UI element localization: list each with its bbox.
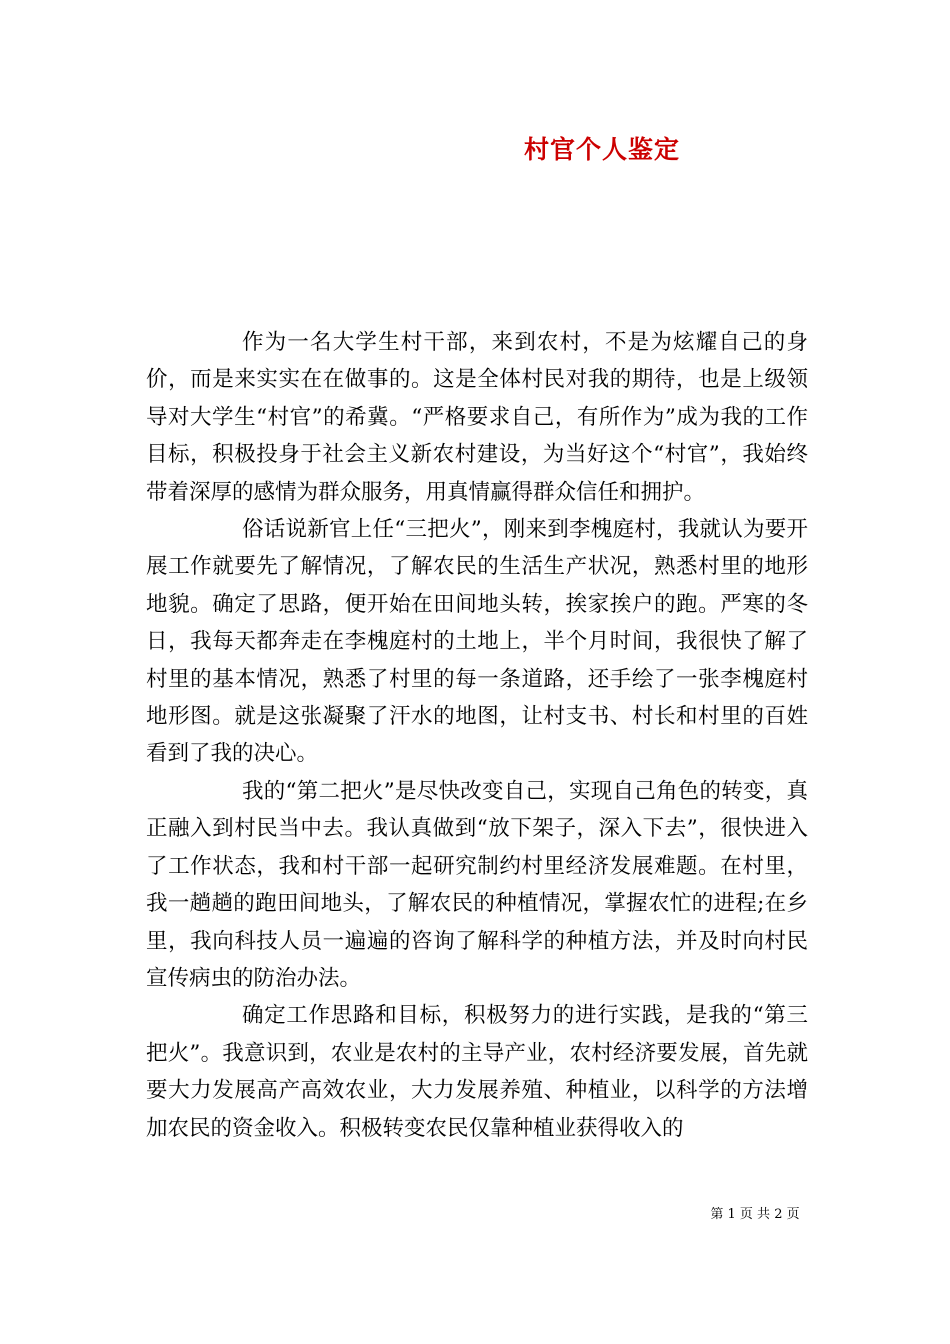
paragraph-3: 我的“第二把火”是尽快改变自己，实现自己角色的转变，真正融入到村民当中去。我认真做到“放下架子，深入下去”，很快进入了工作状态，我和村干部一起研究制约村里经济发展难题。在村里，我一趟趟的跑田间地头，了解农民的种植情况，掌握农忙的进程;在乡里，我向科技人员一遍遍的咨询了解科学的种植方法，并及时向村民宣传病虫的防治办法。: [146, 778, 808, 991]
page-number-footer: 第 1 页 共 2 页: [710, 1207, 800, 1222]
paragraph-2: 俗话说新官上任“三把火”，刚来到李槐庭村，我就认为要开展工作就要先了解情况，了解农民的生活生产状况，熟悉村里的地形地貌。确定了思路，便开始在田间地头转，挨家挨户的跑。严寒的冬日，我每天都奔走在李槐庭村的土地上，半个月时间，我很快了解了村里的基本情况，熟悉了村里的每一条道路，还手绘了一张李槐庭村地形图。就是这张凝聚了汗水的地图，让村支书、村长和村里的百姓看到了我的决心。: [146, 517, 808, 767]
paragraph-1: 作为一名大学生村干部，来到农村，不是为炫耀自己的身价，而是来实实在在做事的。这是全体村民对我的期待，也是上级领导对大学生“村官”的希冀。“严格要求自己，有所作为”成为我的工作目标，积极投身于社会主义新农村建设，为当好这个“村官”，我始终带着深厚的感情为群众服务，用真情赢得群众信任和拥护。: [146, 330, 809, 505]
paragraph-4: 确定工作思路和目标，积极努力的进行实践，是我的“第三把火”。我意识到，农业是农村的主导产业，农村经济要发展，首先就要大力发展高产高效农业，大力发展养殖、种植业，以科学的方法增加农民的资金收入。积极转变农民仅靠种植业获得收入的: [146, 1003, 808, 1141]
body-text: [146, 324, 808, 1147]
page-title: 村官个人鉴定: [523, 135, 680, 164]
